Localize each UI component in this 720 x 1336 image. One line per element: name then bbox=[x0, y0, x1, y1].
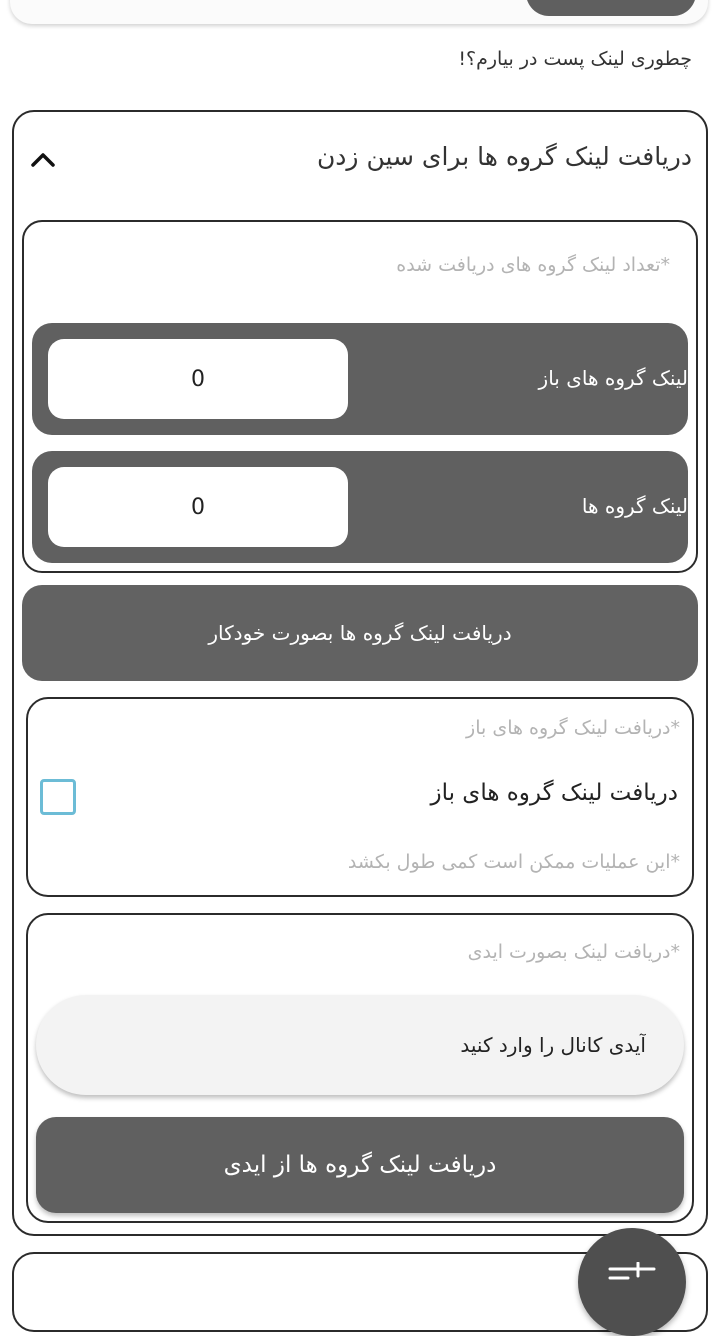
auto-fetch-button[interactable]: دریافت لینک گروه ها بصورت خودکار bbox=[22, 585, 698, 681]
open-groups-hint: *دریافت لینک گروه های باز bbox=[466, 717, 680, 739]
fetch-by-id-hint: *دریافت لینک بصورت ایدی bbox=[467, 941, 680, 963]
groups-count: 0 bbox=[48, 467, 348, 547]
chevron-up-icon[interactable] bbox=[30, 148, 56, 170]
groups-label: لینک گروه ها bbox=[581, 494, 688, 518]
previous-card-button[interactable] bbox=[526, 0, 696, 16]
open-groups-label: لینک گروه های باز bbox=[538, 366, 688, 390]
fetch-by-id-button[interactable]: دریافت لینک گروه ها از ایدی bbox=[36, 1117, 684, 1213]
how-to-get-post-link-link[interactable]: چطوری لینک پست در بیارم؟! bbox=[458, 48, 692, 70]
open-groups-checkbox[interactable] bbox=[40, 779, 76, 815]
channel-id-input[interactable] bbox=[36, 995, 684, 1095]
tune-icon bbox=[608, 1262, 656, 1280]
open-groups-checkbox-label[interactable]: دریافت لینک گروه های باز bbox=[430, 780, 678, 806]
section-title[interactable]: دریافت لینک گروه ها برای سین زدن bbox=[316, 142, 692, 171]
settings-fab[interactable] bbox=[578, 1228, 686, 1336]
open-groups-count: 0 bbox=[48, 339, 348, 419]
count-hint: *تعداد لینک گروه های دریافت شده bbox=[396, 254, 670, 276]
open-groups-note: *این عملیات ممکن است کمی طول بکشد bbox=[347, 851, 680, 873]
